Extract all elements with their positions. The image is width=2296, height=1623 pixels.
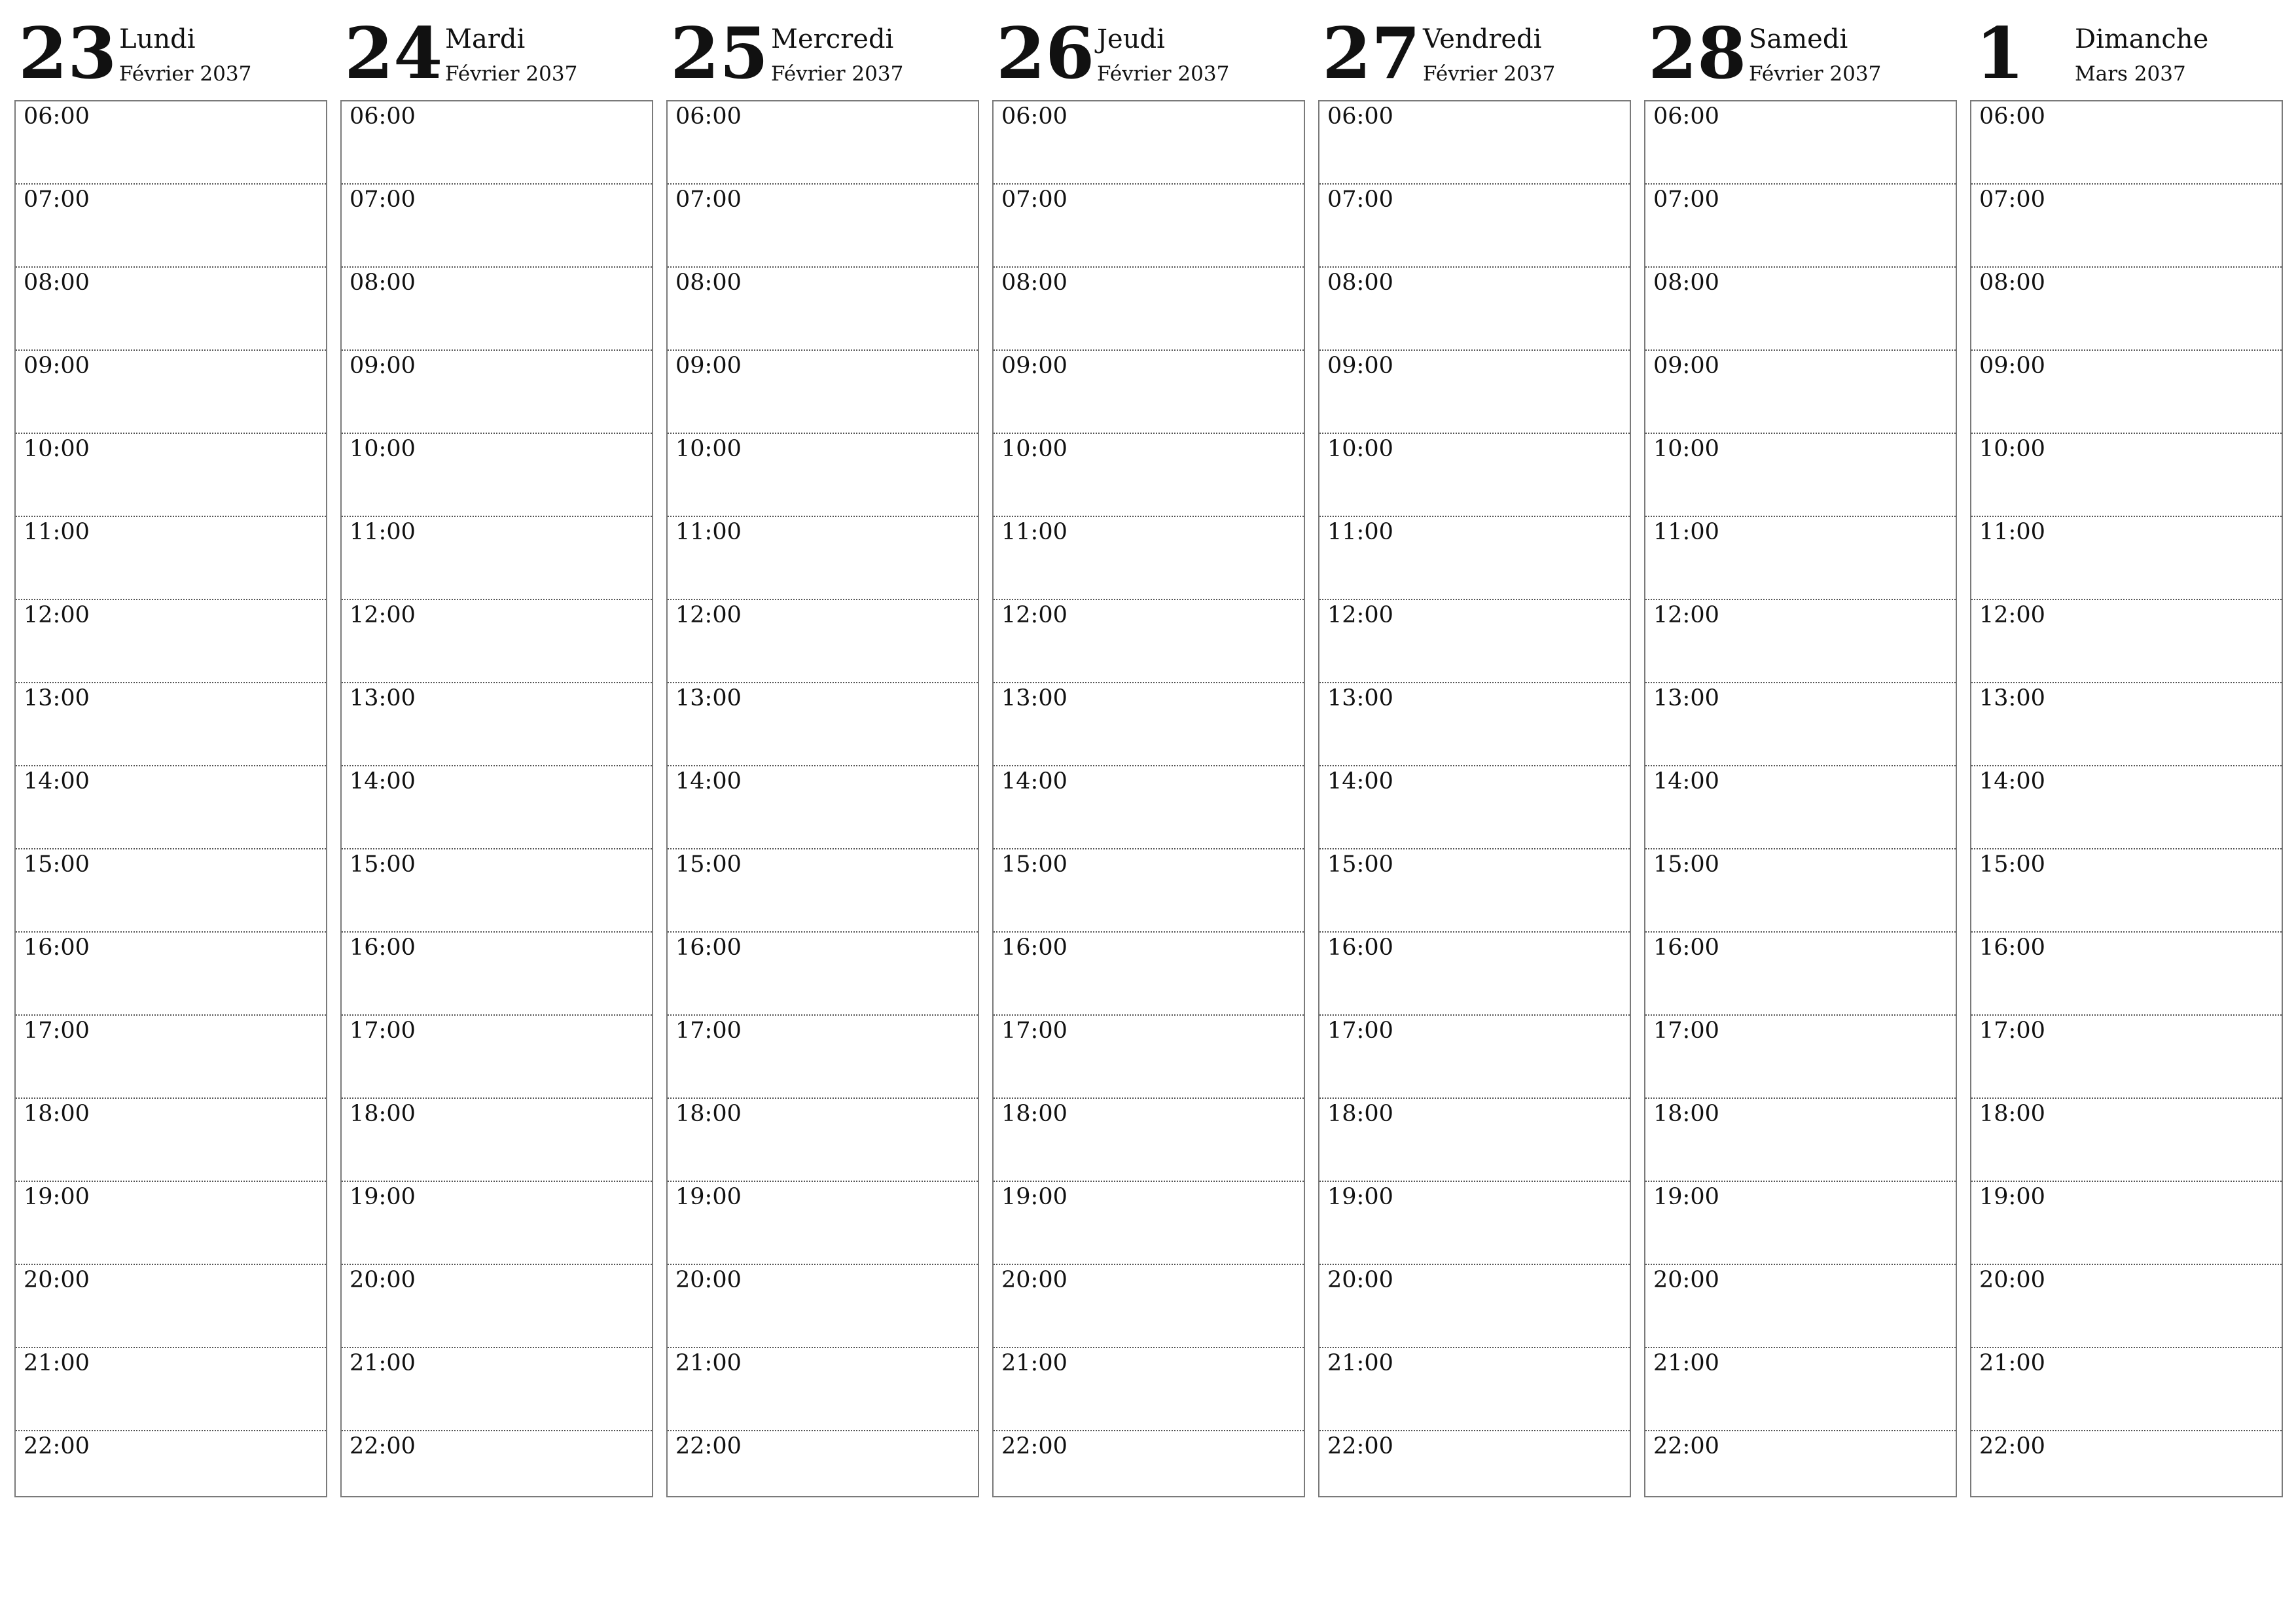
day-column	[1318, 0, 1631, 1499]
hour-label: 16:00	[1001, 935, 1067, 961]
hour-label: 10:00	[675, 436, 742, 462]
hour-slot[interactable]	[994, 101, 1304, 185]
hour-label: 15:00	[1001, 851, 1067, 878]
day-number: 27	[1322, 12, 1421, 95]
hour-slot[interactable]	[1319, 1016, 1630, 1099]
hour-slot[interactable]	[1319, 933, 1630, 1016]
day-header	[340, 0, 653, 98]
hour-slot[interactable]	[994, 1348, 1304, 1431]
month-year: Février 2037	[119, 62, 252, 86]
hour-slot[interactable]	[1645, 517, 1956, 600]
hour-label: 14:00	[1327, 768, 1393, 794]
hour-label: 09:00	[24, 353, 90, 379]
hour-label: 20:00	[675, 1267, 742, 1293]
hour-slot[interactable]	[1319, 1348, 1630, 1431]
hour-label: 21:00	[1653, 1350, 1719, 1376]
hour-slot[interactable]	[16, 766, 326, 849]
hour-slot[interactable]	[668, 434, 978, 517]
hour-label: 18:00	[350, 1101, 416, 1127]
hour-slot[interactable]	[994, 517, 1304, 600]
hour-label: 14:00	[24, 768, 90, 794]
hours-box	[1970, 100, 2283, 1497]
hour-slot[interactable]	[1319, 1431, 1630, 1516]
hour-slot[interactable]	[994, 849, 1304, 933]
hour-label: 12:00	[350, 602, 416, 628]
hour-slot[interactable]	[1645, 1348, 1956, 1431]
hour-label: 15:00	[675, 851, 742, 878]
hour-slot[interactable]	[668, 1016, 978, 1099]
hour-slot[interactable]	[1971, 351, 2282, 434]
hour-label: 22:00	[675, 1433, 742, 1459]
hour-label: 19:00	[350, 1184, 416, 1210]
hour-slot[interactable]	[16, 1182, 326, 1265]
hour-label: 07:00	[24, 187, 90, 213]
hour-slot[interactable]	[1319, 849, 1630, 933]
day-name: Samedi	[1749, 24, 1848, 54]
day-header	[666, 0, 979, 98]
hour-slot[interactable]	[1645, 1016, 1956, 1099]
hour-slot[interactable]	[1645, 101, 1956, 185]
hour-label: 11:00	[24, 519, 90, 545]
hour-slot[interactable]	[668, 1431, 978, 1516]
hour-slot[interactable]	[342, 517, 652, 600]
hour-label: 17:00	[1653, 1018, 1719, 1044]
hour-label: 18:00	[675, 1101, 742, 1127]
hour-slot[interactable]	[342, 1099, 652, 1182]
hour-slot[interactable]	[668, 185, 978, 268]
hour-label: 16:00	[1327, 935, 1393, 961]
hour-label: 21:00	[1001, 1350, 1067, 1376]
hour-slot[interactable]	[342, 933, 652, 1016]
hour-slot[interactable]	[342, 1348, 652, 1431]
hour-label: 12:00	[1979, 602, 2045, 628]
day-number: 25	[670, 12, 769, 95]
day-name: Mardi	[445, 24, 526, 54]
hour-slot[interactable]	[342, 351, 652, 434]
hour-label: 07:00	[350, 187, 416, 213]
hour-slot[interactable]	[994, 351, 1304, 434]
hour-slot[interactable]	[1319, 351, 1630, 434]
hour-label: 16:00	[675, 935, 742, 961]
hour-slot[interactable]	[1319, 683, 1630, 766]
hour-slot[interactable]	[994, 766, 1304, 849]
hour-label: 08:00	[1979, 270, 2045, 296]
hour-slot[interactable]	[994, 1431, 1304, 1516]
hour-slot[interactable]	[1971, 101, 2282, 185]
hour-label: 18:00	[1653, 1101, 1719, 1127]
hour-slot[interactable]	[1971, 1348, 2282, 1431]
hour-label: 09:00	[1653, 353, 1719, 379]
hour-slot[interactable]	[16, 185, 326, 268]
hour-label: 07:00	[1979, 187, 2045, 213]
day-header	[1318, 0, 1631, 98]
hour-label: 17:00	[1327, 1018, 1393, 1044]
hour-slot[interactable]	[1645, 185, 1956, 268]
day-name: Vendredi	[1423, 24, 1542, 54]
hour-label: 11:00	[675, 519, 742, 545]
hour-label: 15:00	[1653, 851, 1719, 878]
month-year: Février 2037	[445, 62, 578, 86]
hour-slot[interactable]	[342, 600, 652, 683]
hour-slot[interactable]	[342, 185, 652, 268]
hour-slot[interactable]	[668, 933, 978, 1016]
hour-slot[interactable]	[668, 766, 978, 849]
day-column	[666, 0, 979, 1499]
hour-slot[interactable]	[16, 268, 326, 351]
hours-box	[1318, 100, 1631, 1497]
hour-label: 22:00	[24, 1433, 90, 1459]
hour-label: 11:00	[1001, 519, 1067, 545]
hour-label: 06:00	[675, 103, 742, 130]
hour-slot[interactable]	[1971, 1265, 2282, 1348]
hour-label: 18:00	[1001, 1101, 1067, 1127]
hour-slot[interactable]	[16, 101, 326, 185]
hours-box	[992, 100, 1305, 1497]
hour-slot[interactable]	[668, 849, 978, 933]
hour-label: 06:00	[1653, 103, 1719, 130]
hour-slot[interactable]	[1319, 185, 1630, 268]
day-name: Mercredi	[771, 24, 894, 54]
hour-slot[interactable]	[994, 1265, 1304, 1348]
hour-slot[interactable]	[16, 1348, 326, 1431]
hour-slot[interactable]	[1971, 1016, 2282, 1099]
hours-box	[340, 100, 653, 1497]
hour-slot[interactable]	[1319, 766, 1630, 849]
hour-label: 08:00	[1001, 270, 1067, 296]
hour-label: 10:00	[24, 436, 90, 462]
hour-label: 22:00	[350, 1433, 416, 1459]
hour-slot[interactable]	[1319, 1182, 1630, 1265]
hour-slot[interactable]	[1645, 766, 1956, 849]
hour-slot[interactable]	[994, 933, 1304, 1016]
hour-slot[interactable]	[1645, 849, 1956, 933]
hour-slot[interactable]	[1645, 1182, 1956, 1265]
hour-slot[interactable]	[1645, 1265, 1956, 1348]
hour-label: 19:00	[675, 1184, 742, 1210]
hour-label: 15:00	[24, 851, 90, 878]
hour-label: 22:00	[1653, 1433, 1719, 1459]
day-number: 23	[18, 12, 117, 95]
day-name: Dimanche	[2075, 24, 2209, 54]
hour-slot[interactable]	[668, 1182, 978, 1265]
hour-slot[interactable]	[1971, 766, 2282, 849]
hour-label: 17:00	[24, 1018, 90, 1044]
hour-label: 17:00	[1979, 1018, 2045, 1044]
hour-label: 13:00	[1001, 685, 1067, 711]
day-column	[1970, 0, 2283, 1499]
hour-label: 18:00	[1327, 1101, 1393, 1127]
hour-slot[interactable]	[1971, 849, 2282, 933]
hour-label: 16:00	[350, 935, 416, 961]
hour-label: 07:00	[675, 187, 742, 213]
hour-label: 22:00	[1001, 1433, 1067, 1459]
hour-slot[interactable]	[1971, 683, 2282, 766]
hour-label: 20:00	[1653, 1267, 1719, 1293]
hour-slot[interactable]	[1971, 1431, 2282, 1516]
hour-slot[interactable]	[1645, 1431, 1956, 1516]
hour-label: 10:00	[1001, 436, 1067, 462]
hour-label: 14:00	[1653, 768, 1719, 794]
hour-slot[interactable]	[1319, 101, 1630, 185]
hour-slot[interactable]	[1971, 1182, 2282, 1265]
hour-label: 17:00	[350, 1018, 416, 1044]
hour-slot[interactable]	[1645, 268, 1956, 351]
day-header	[14, 0, 327, 98]
hour-slot[interactable]	[668, 268, 978, 351]
hour-label: 21:00	[24, 1350, 90, 1376]
hour-slot[interactable]	[16, 517, 326, 600]
hour-slot[interactable]	[1319, 1099, 1630, 1182]
hour-slot[interactable]	[1971, 933, 2282, 1016]
hour-slot[interactable]	[668, 101, 978, 185]
hour-label: 09:00	[1001, 353, 1067, 379]
hour-slot[interactable]	[16, 434, 326, 517]
hour-slot[interactable]	[994, 600, 1304, 683]
hour-label: 21:00	[1979, 1350, 2045, 1376]
hour-slot[interactable]	[342, 1182, 652, 1265]
day-column	[340, 0, 653, 1499]
hour-slot[interactable]	[1971, 1099, 2282, 1182]
hour-slot[interactable]	[1645, 351, 1956, 434]
hour-label: 20:00	[1327, 1267, 1393, 1293]
hour-slot[interactable]	[994, 1099, 1304, 1182]
hour-slot[interactable]	[668, 1099, 978, 1182]
hour-slot[interactable]	[994, 434, 1304, 517]
hour-label: 21:00	[675, 1350, 742, 1376]
day-header	[1970, 0, 2283, 98]
hour-label: 08:00	[675, 270, 742, 296]
month-year: Février 2037	[1749, 62, 1882, 86]
day-column	[14, 0, 327, 1499]
hour-label: 07:00	[1327, 187, 1393, 213]
hour-slot[interactable]	[16, 1265, 326, 1348]
hour-label: 14:00	[1979, 768, 2045, 794]
hour-slot[interactable]	[16, 683, 326, 766]
hour-slot[interactable]	[1971, 268, 2282, 351]
hour-slot[interactable]	[668, 517, 978, 600]
hours-box	[1644, 100, 1957, 1497]
hour-label: 21:00	[350, 1350, 416, 1376]
hour-label: 06:00	[24, 103, 90, 130]
hour-label: 19:00	[1979, 1184, 2045, 1210]
hour-slot[interactable]	[994, 683, 1304, 766]
hour-label: 14:00	[1001, 768, 1067, 794]
hour-label: 10:00	[1327, 436, 1393, 462]
hour-label: 12:00	[1653, 602, 1719, 628]
hour-label: 12:00	[675, 602, 742, 628]
hour-slot[interactable]	[342, 1016, 652, 1099]
hour-label: 13:00	[1979, 685, 2045, 711]
hour-slot[interactable]	[994, 185, 1304, 268]
hour-slot[interactable]	[342, 268, 652, 351]
hour-label: 10:00	[1653, 436, 1719, 462]
hour-label: 11:00	[1653, 519, 1719, 545]
hour-slot[interactable]	[1645, 434, 1956, 517]
hour-label: 12:00	[24, 602, 90, 628]
hour-slot[interactable]	[342, 101, 652, 185]
hour-label: 17:00	[675, 1018, 742, 1044]
hour-slot[interactable]	[1319, 434, 1630, 517]
hour-slot[interactable]	[1645, 683, 1956, 766]
hour-slot[interactable]	[16, 1016, 326, 1099]
hour-label: 16:00	[1653, 935, 1719, 961]
hours-box	[14, 100, 327, 1497]
hour-label: 11:00	[1327, 519, 1393, 545]
hour-label: 15:00	[350, 851, 416, 878]
hour-slot[interactable]	[342, 1265, 652, 1348]
hour-slot[interactable]	[1319, 517, 1630, 600]
hour-label: 13:00	[24, 685, 90, 711]
hour-label: 19:00	[1001, 1184, 1067, 1210]
hour-label: 13:00	[1327, 685, 1393, 711]
hour-label: 09:00	[1979, 353, 2045, 379]
hour-label: 20:00	[24, 1267, 90, 1293]
hour-slot[interactable]	[16, 600, 326, 683]
hour-label: 09:00	[675, 353, 742, 379]
hour-label: 08:00	[1327, 270, 1393, 296]
hour-slot[interactable]	[16, 849, 326, 933]
day-number: 1	[1975, 12, 2025, 95]
hour-label: 09:00	[1327, 353, 1393, 379]
hour-label: 19:00	[1327, 1184, 1393, 1210]
hour-slot[interactable]	[342, 683, 652, 766]
hour-slot[interactable]	[1645, 600, 1956, 683]
hour-slot[interactable]	[668, 1348, 978, 1431]
hour-label: 08:00	[1653, 270, 1719, 296]
hour-slot[interactable]	[1319, 1265, 1630, 1348]
hour-label: 06:00	[1979, 103, 2045, 130]
hour-slot[interactable]	[342, 766, 652, 849]
hour-label: 16:00	[24, 935, 90, 961]
hour-slot[interactable]	[994, 1182, 1304, 1265]
hour-label: 08:00	[24, 270, 90, 296]
hour-label: 14:00	[675, 768, 742, 794]
hour-label: 14:00	[350, 768, 416, 794]
hour-label: 08:00	[350, 270, 416, 296]
hour-label: 19:00	[24, 1184, 90, 1210]
hour-slot[interactable]	[16, 351, 326, 434]
hour-slot[interactable]	[1971, 434, 2282, 517]
month-year: Mars 2037	[2075, 62, 2186, 86]
month-year: Février 2037	[1097, 62, 1230, 86]
hour-label: 07:00	[1653, 187, 1719, 213]
hour-slot[interactable]	[1319, 600, 1630, 683]
hour-slot[interactable]	[342, 434, 652, 517]
hour-label: 15:00	[1979, 851, 2045, 878]
hour-slot[interactable]	[1319, 268, 1630, 351]
hour-label: 20:00	[1979, 1267, 2045, 1293]
hour-label: 06:00	[350, 103, 416, 130]
day-number: 24	[344, 12, 443, 95]
hour-slot[interactable]	[1971, 600, 2282, 683]
hour-slot[interactable]	[16, 933, 326, 1016]
month-year: Février 2037	[771, 62, 904, 86]
hour-label: 22:00	[1979, 1433, 2045, 1459]
day-number: 26	[996, 12, 1095, 95]
day-header	[1644, 0, 1957, 98]
day-name: Jeudi	[1097, 24, 1165, 54]
hour-label: 07:00	[1001, 187, 1067, 213]
hour-label: 13:00	[350, 685, 416, 711]
hour-slot[interactable]	[16, 1431, 326, 1516]
hour-label: 12:00	[1001, 602, 1067, 628]
hour-label: 15:00	[1327, 851, 1393, 878]
hour-slot[interactable]	[1645, 1099, 1956, 1182]
hour-slot[interactable]	[668, 1265, 978, 1348]
hour-slot[interactable]	[1645, 933, 1956, 1016]
hour-label: 18:00	[24, 1101, 90, 1127]
hour-slot[interactable]	[668, 683, 978, 766]
weekly-planner	[14, 0, 2284, 1499]
hour-label: 18:00	[1979, 1101, 2045, 1127]
hour-slot[interactable]	[668, 600, 978, 683]
hour-label: 16:00	[1979, 935, 2045, 961]
hour-label: 13:00	[1653, 685, 1719, 711]
hour-slot[interactable]	[994, 268, 1304, 351]
hour-label: 22:00	[1327, 1433, 1393, 1459]
day-column	[992, 0, 1305, 1499]
day-header	[992, 0, 1305, 98]
hour-slot[interactable]	[1971, 517, 2282, 600]
month-year: Février 2037	[1423, 62, 1556, 86]
hour-slot[interactable]	[342, 849, 652, 933]
hours-box	[666, 100, 979, 1497]
hour-label: 12:00	[1327, 602, 1393, 628]
hour-label: 06:00	[1001, 103, 1067, 130]
day-name: Lundi	[119, 24, 196, 54]
hour-label: 17:00	[1001, 1018, 1067, 1044]
hour-label: 10:00	[1979, 436, 2045, 462]
hour-label: 09:00	[350, 353, 416, 379]
hour-label: 11:00	[350, 519, 416, 545]
hour-label: 11:00	[1979, 519, 2045, 545]
hour-slot[interactable]	[342, 1431, 652, 1516]
hour-label: 13:00	[675, 685, 742, 711]
hour-label: 20:00	[1001, 1267, 1067, 1293]
hour-label: 06:00	[1327, 103, 1393, 130]
hour-slot[interactable]	[1971, 185, 2282, 268]
hour-label: 20:00	[350, 1267, 416, 1293]
hour-slot[interactable]	[16, 1099, 326, 1182]
day-number: 28	[1648, 12, 1747, 95]
hour-slot[interactable]	[668, 351, 978, 434]
hour-label: 21:00	[1327, 1350, 1393, 1376]
hour-label: 10:00	[350, 436, 416, 462]
hour-label: 19:00	[1653, 1184, 1719, 1210]
hour-slot[interactable]	[994, 1016, 1304, 1099]
day-column	[1644, 0, 1957, 1499]
